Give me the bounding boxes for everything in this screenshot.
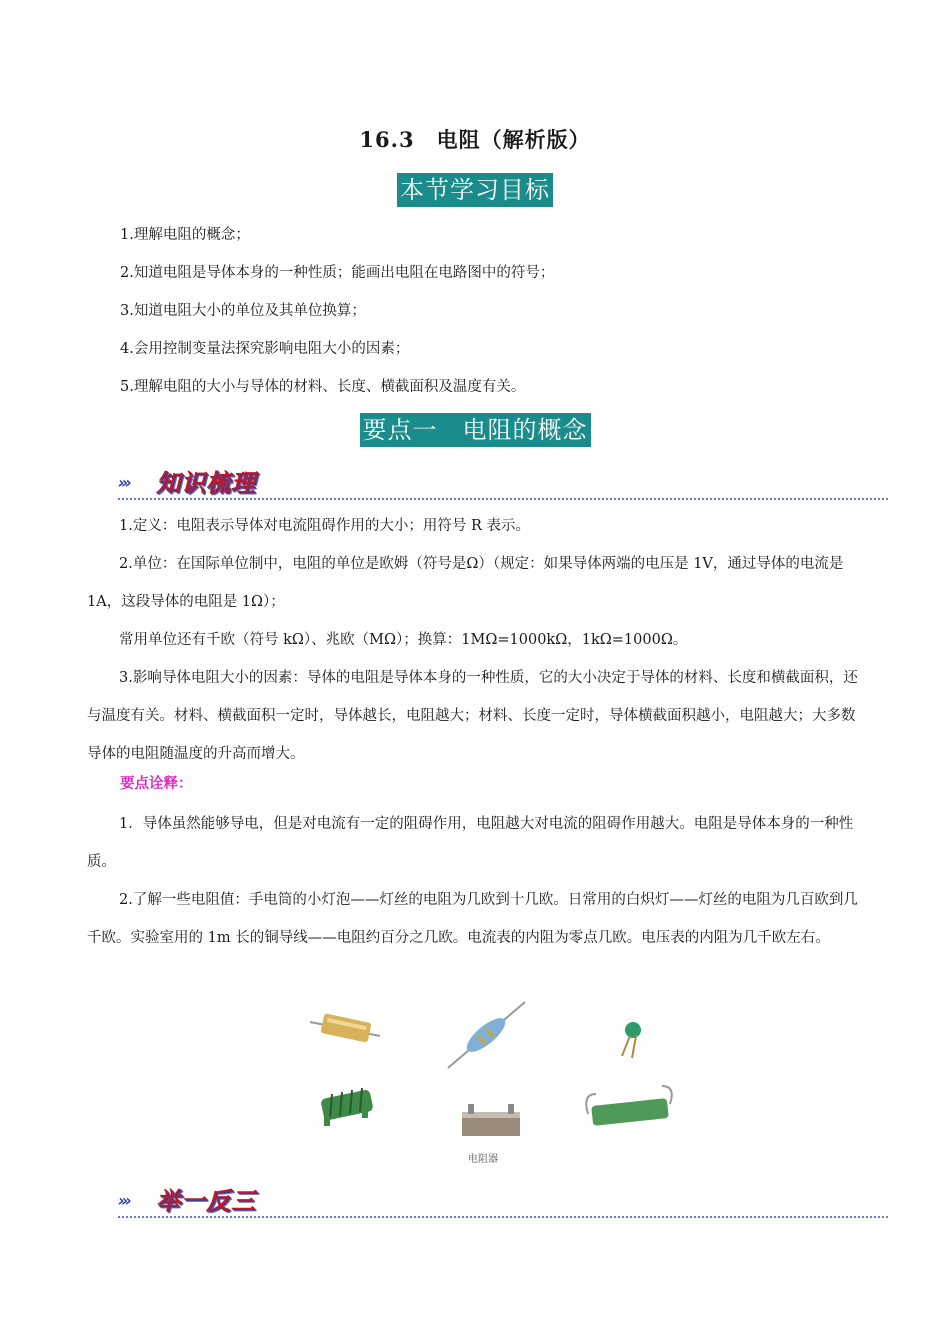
knowledge-paragraph: 2.单位：在国际单位制中，电阻的单位是欧姆（符号是Ω）（规定：如果导体两端的电压是 1V，通过导体的电流是 1A，这段导体的电阻是 1Ω）； — [87, 556, 844, 610]
arrows-icon: ››› — [118, 1191, 129, 1210]
objective-item: 1.理解电阻的概念； — [120, 227, 250, 243]
arrows-icon: ››› — [118, 473, 129, 492]
notes-label: 要点诠释： — [120, 776, 193, 792]
gold-resistor-image — [310, 1013, 380, 1043]
objective-item: 5.理解电阻的大小与导体的材料、长度、横截面积及温度有关。 — [120, 379, 526, 395]
objectives-banner: 本节学习目标 — [397, 173, 553, 207]
page-title: 16.3 电阻（解析版） — [359, 127, 591, 152]
wirewound-resistor-image — [320, 1088, 373, 1126]
point1-banner-wrap — [0, 413, 950, 447]
resistor-photos-figure — [300, 996, 680, 1168]
knowledge-section-label: 知识梳理 — [156, 469, 256, 497]
knowledge-paragraph: 1.定义：电阻表示导体对电流阻碍作用的大小；用符号 R 表示。 — [119, 518, 530, 534]
objective-item: 2.知道电阻是导体本身的一种性质；能画出电阻在电路图中的符号； — [120, 265, 555, 281]
ceramic-resistor-image — [462, 1104, 520, 1136]
objectives-banner-wrap — [0, 173, 950, 207]
notes-paragraph: 1．导体虽然能够导电，但是对电流有一定的阻碍作用，电阻越大对电流的阻碍作用越大。电阻是导体本身的一种性质。 — [87, 816, 854, 870]
objective-item: 3.知道电阻大小的单位及其单位换算； — [120, 303, 366, 319]
objective-item: 4.会用控制变量法探究影响电阻大小的因素； — [120, 341, 410, 357]
tubular-resistor-image — [586, 1086, 672, 1126]
green-thermistor-image — [622, 1022, 641, 1058]
dotted-divider — [118, 1216, 888, 1218]
examples-section-label: 举一反三 — [156, 1187, 256, 1215]
knowledge-paragraph: 3.影响导体电阻大小的因素：导体的电阻是导体本身的一种性质，它的大小决定于导体的材料、长度和横截面积，还与温度有关。材料、横截面积一定时，导体越长，电阻越大；材料、长度一定时，导体横截面积越小，电阻越大；大多数导体的电阻随温度的升高而增大。 — [87, 670, 858, 762]
dotted-divider — [118, 498, 888, 500]
figure-caption: 电阻器 — [468, 1154, 498, 1165]
notes-paragraph: 2.了解一些电阻值：手电筒的小灯泡——灯丝的电阻为几欧到十几欧。日常用的白炽灯——灯丝的电阻为几百欧到几千欧。实验室用的 1m 长的铜导线——电阻约百分之几欧。电流表的内阻为零点几欧。电压表的内阻为几千欧左右。 — [87, 892, 858, 946]
point1-banner: 要点一 电阻的概念 — [360, 413, 591, 447]
knowledge-paragraph: 常用单位还有千欧（符号 kΩ）、兆欧（MΩ）；换算：1MΩ=1000kΩ，1kΩ=1000Ω。 — [119, 632, 688, 648]
knowledge-section-heading — [118, 460, 888, 500]
blue-axial-resistor-image — [448, 1002, 525, 1068]
examples-section-heading — [118, 1178, 888, 1218]
